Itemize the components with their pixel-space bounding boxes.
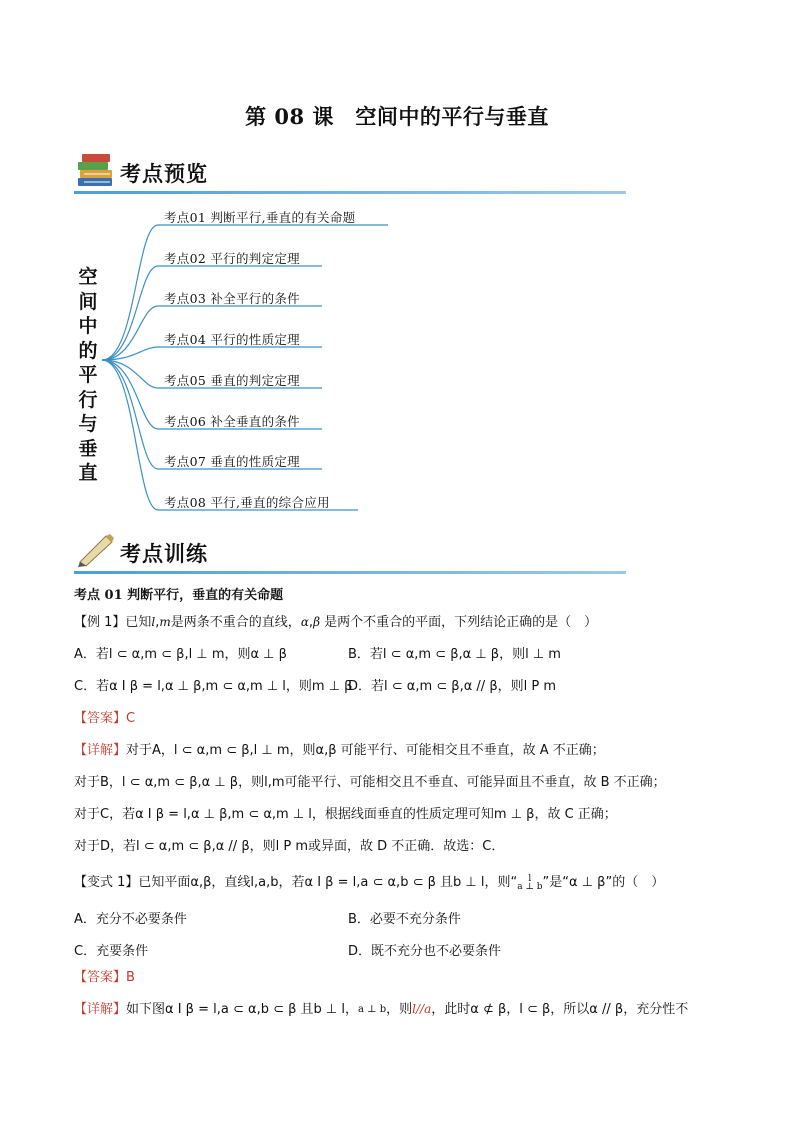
var1-option-b: B．必要不充分条件 bbox=[348, 912, 461, 927]
mindmap-root-char: 平 bbox=[78, 364, 98, 386]
mindmap-root-char: 直 bbox=[78, 462, 98, 484]
frac-mid: a ⊥ b bbox=[517, 881, 543, 892]
var1-option-c: C．充要条件 bbox=[74, 944, 149, 959]
var1-detail-1 bbox=[74, 998, 688, 1017]
answer-value: B bbox=[126, 970, 135, 985]
ex1-option-b: B．若l ⊂ α,m ⊂ β,α ⊥ β，则l ⊥ m bbox=[348, 647, 561, 662]
var1-stem bbox=[74, 871, 664, 891]
detail-label: 【详解】 bbox=[74, 743, 127, 758]
mindmap-item: 考点03 补全平行的条件 bbox=[164, 291, 300, 306]
mindmap-root-char: 中 bbox=[78, 315, 98, 337]
mindmap-root-char: 行 bbox=[78, 388, 98, 411]
connector-01 bbox=[102, 225, 158, 360]
mindmap-item: 考点06 补全垂直的条件 bbox=[164, 414, 300, 429]
detail-fraction: a ⊥ b bbox=[358, 1004, 387, 1015]
ex1-detail-1 bbox=[74, 739, 605, 758]
ex1-detail-3: 对于C，若α I β = l,α ⊥ β,m ⊂ α,m ⊥ l，根据线面垂直的性质定理可知m ⊥ β，故 C 正确； bbox=[74, 807, 617, 822]
ex1-stem-b: 是两条不重合的直线， bbox=[170, 615, 301, 630]
kp-heading: 考点 01 判断平行，垂直的有关命题 bbox=[74, 588, 284, 603]
detail-text-e: ，此时α ⊄ β，l ⊂ β，所以α // β，充分性不 bbox=[431, 1002, 689, 1017]
section-header-preview bbox=[74, 146, 626, 194]
page-title: 第 08 课 空间中的平行与垂直 bbox=[245, 104, 549, 129]
mindmap-connectors bbox=[96, 200, 396, 520]
section-underline bbox=[74, 191, 626, 194]
var1-fraction bbox=[517, 875, 542, 891]
ex1-option-c: C．若α I β = l,α ⊥ β,m ⊂ α,m ⊥ l，则m ⊥ β bbox=[74, 679, 353, 694]
var1-option-a: A．充分不必要条件 bbox=[74, 912, 187, 927]
answer-label: 【答案】 bbox=[74, 711, 127, 726]
mindmap-item: 考点08 平行,垂直的综合应用 bbox=[164, 495, 330, 510]
mindmap-root-char: 垂 bbox=[78, 437, 98, 460]
ex1-detail-2: 对于B，l ⊂ α,m ⊂ β,α ⊥ β，则l,m可能平行、可能相交且不垂直、可能异面且不垂直，故 B 不正确； bbox=[74, 775, 666, 790]
mindmap-item: 考点07 垂直的性质定理 bbox=[164, 454, 300, 469]
mindmap-item: 考点04 平行的性质定理 bbox=[164, 332, 300, 347]
mindmap-root-char: 的 bbox=[78, 339, 98, 362]
books-icon bbox=[76, 152, 116, 188]
ex1-stem: 【例 1】已知l,m是两条不重合的直线，α,β 是两个不重合的平面，下列结论正确的是（ ） bbox=[74, 615, 598, 630]
ex1-option-d: D．若l ⊂ α,m ⊂ β,α // β，则l P m bbox=[348, 679, 557, 694]
mindmap-root-char: 与 bbox=[78, 413, 98, 435]
ex1-detail-4: 对于D，若l ⊂ α,m ⊂ β,α // β，则l P m或异面，故 D 不正确．故选：C． bbox=[74, 839, 505, 854]
detail-text-d: l//a bbox=[412, 1002, 432, 1016]
mindmap-item: 考点01 判断平行,垂直的有关命题 bbox=[164, 210, 356, 225]
detail-label: 【详解】 bbox=[74, 1002, 127, 1017]
var1-label: 【变式 1】 bbox=[74, 875, 139, 890]
mindmap-root-char: 空 bbox=[78, 266, 98, 288]
frac-top: l bbox=[528, 873, 532, 884]
var1-stem-a: 已知平面α,β，直线l,a,b，若α I β = l,a ⊂ α,b ⊂ β 且b ⊥ l，则“ bbox=[138, 875, 518, 890]
ex1-option-a: A．若l ⊂ α,m ⊂ β,l ⊥ m，则α ⊥ β bbox=[74, 647, 287, 662]
ex1-answer bbox=[74, 707, 135, 726]
var1-stem-b: ”是“α ⊥ β”的（ ） bbox=[542, 875, 665, 890]
pencil-icon bbox=[76, 532, 116, 568]
mindmap-item: 考点05 垂直的判定定理 bbox=[164, 373, 300, 388]
mindmap-root-char: 间 bbox=[78, 290, 98, 313]
section-label-training: 考点训练 bbox=[120, 542, 208, 566]
section-underline bbox=[74, 571, 626, 574]
answer-label: 【答案】 bbox=[74, 970, 127, 985]
detail-text: 对于A，l ⊂ α,m ⊂ β,l ⊥ m，则α,β 可能平行、可能相交且不垂直，故 A 不正确； bbox=[126, 743, 605, 758]
var1-option-d: D．既不充分也不必要条件 bbox=[348, 944, 502, 959]
connector-06 bbox=[102, 360, 158, 429]
section-header-training bbox=[74, 526, 626, 574]
ex1-stem-c: 是两个不重合的平面，下列结论正确的是（ ） bbox=[324, 615, 598, 630]
detail-text-a: 如下图α I β = l,a ⊂ α,b ⊂ β 且b ⊥ l， bbox=[126, 1002, 358, 1017]
ex1-stem-a: 已知 bbox=[125, 615, 152, 630]
var1-answer bbox=[74, 966, 135, 985]
mindmap-item: 考点02 平行的判定定理 bbox=[164, 251, 300, 266]
section-label-preview: 考点预览 bbox=[120, 162, 208, 186]
answer-value: C bbox=[126, 711, 136, 726]
detail-text-c: ，则 bbox=[386, 1002, 413, 1017]
ex1-label: 【例 1】 bbox=[74, 615, 126, 630]
